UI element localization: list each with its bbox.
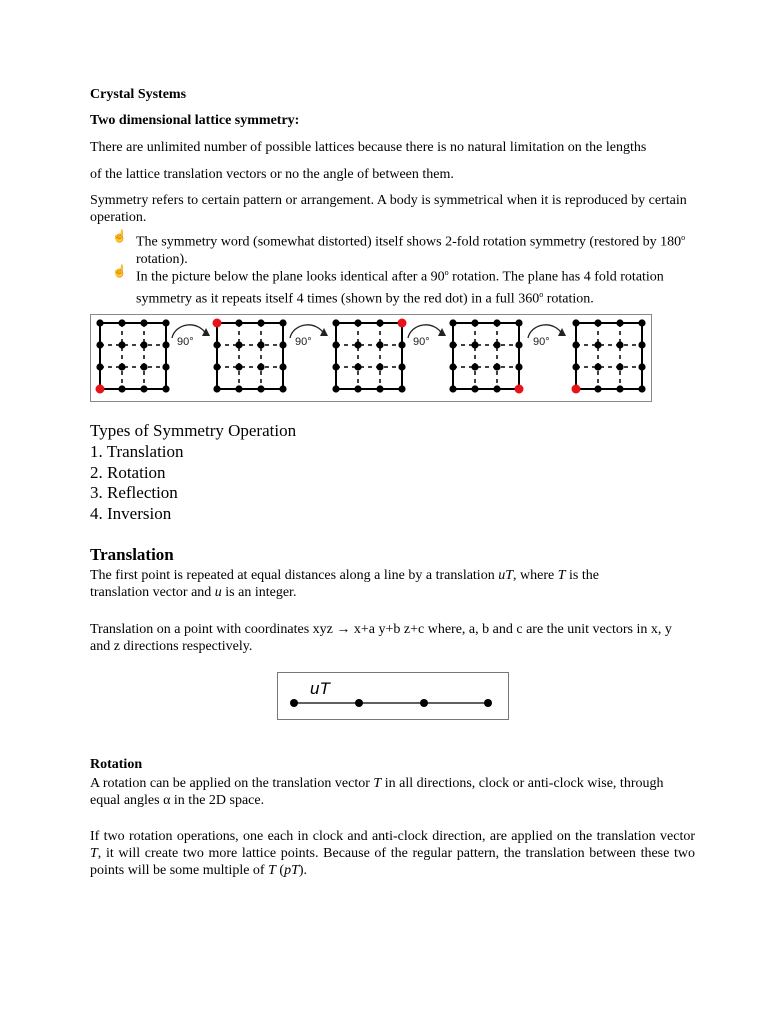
lattice-dot bbox=[213, 341, 220, 348]
rotation-lattice-figure bbox=[90, 314, 652, 404]
lattice-dot bbox=[162, 341, 169, 348]
rotation-paragraph-1: A rotation can be applied on the translation vector T in all directions, clock or anti-clock wise, through equal angles α in the 2D space. bbox=[90, 776, 664, 808]
symmetry-types-list bbox=[90, 421, 296, 525]
rotation-label: 90° bbox=[295, 336, 312, 348]
type-item: 3. Reflection bbox=[90, 483, 178, 503]
lattice-dot bbox=[257, 341, 264, 348]
lattice-dot bbox=[162, 385, 169, 392]
lattice-dot bbox=[162, 363, 169, 370]
lattice-dot bbox=[594, 385, 601, 392]
lattice-dot bbox=[376, 319, 383, 326]
rotation-label: 90° bbox=[177, 336, 194, 348]
lattice-dot bbox=[515, 363, 522, 370]
lattice-dot bbox=[572, 341, 579, 348]
lattice-dot bbox=[332, 319, 339, 326]
lattice-dot bbox=[118, 385, 125, 392]
translation-vector-figure bbox=[277, 672, 509, 720]
lattice-dot bbox=[140, 363, 147, 370]
rotation-label: 90° bbox=[533, 336, 550, 348]
lattice-dot bbox=[257, 385, 264, 392]
translation-heading: Translation bbox=[90, 545, 174, 564]
lattice-dot bbox=[257, 319, 264, 326]
lattice-point bbox=[355, 699, 363, 707]
types-title: Types of Symmetry Operation bbox=[90, 421, 297, 440]
lattice-dot bbox=[616, 385, 623, 392]
lattice-dot bbox=[572, 363, 579, 370]
lattice-dot bbox=[638, 341, 645, 348]
lattice-dot bbox=[96, 341, 103, 348]
lattice-dot bbox=[96, 319, 103, 326]
lattice-dot bbox=[332, 363, 339, 370]
highlight-dot bbox=[515, 385, 524, 394]
lattice-dot bbox=[449, 319, 456, 326]
lattice-dot bbox=[118, 341, 125, 348]
lattice-dot bbox=[279, 319, 286, 326]
intro-line-1: There are unlimited number of possible lattices because there is no natural limitation on the lengths bbox=[90, 140, 647, 155]
lattice-dot bbox=[96, 363, 103, 370]
lattice-dot bbox=[616, 363, 623, 370]
lattice-dot bbox=[638, 385, 645, 392]
lattice-dot bbox=[398, 363, 405, 370]
lattice-dot bbox=[471, 319, 478, 326]
lattice-dot bbox=[257, 363, 264, 370]
lattice-dot bbox=[332, 385, 339, 392]
lattice-dot bbox=[279, 385, 286, 392]
lattice-dot bbox=[376, 385, 383, 392]
lattice-dot bbox=[471, 363, 478, 370]
page-title: Crystal Systems bbox=[90, 87, 187, 102]
lattice-dot bbox=[162, 319, 169, 326]
pointing-hand-icon: ☝ bbox=[112, 264, 127, 278]
lattice-dot bbox=[235, 319, 242, 326]
lattice-dot bbox=[471, 385, 478, 392]
rotation-heading: Rotation bbox=[90, 757, 143, 772]
lattice-dot bbox=[354, 385, 361, 392]
bullet-item: In the picture below the plane looks identical after a 90$^o$ rotation. The plane has 4 fold rotation symmetry as it repeats itself 4 times (shown by the red dot) in a full 360$^o$ rotation. bbox=[136, 268, 664, 307]
lattice-dot bbox=[279, 363, 286, 370]
translation-label: uT bbox=[310, 679, 330, 698]
lattice-dot bbox=[140, 319, 147, 326]
lattice-dot bbox=[235, 363, 242, 370]
lattice-dot bbox=[118, 319, 125, 326]
lattice-dot bbox=[616, 319, 623, 326]
lattice-dot bbox=[493, 341, 500, 348]
bullet-item: The symmetry word (somewhat distorted) itself shows 2-fold rotation symmetry (restored by 180$^o$ rotation). bbox=[136, 233, 686, 267]
lattice-dot bbox=[376, 341, 383, 348]
lattice-dot bbox=[235, 385, 242, 392]
lattice-dot bbox=[493, 385, 500, 392]
section-subtitle: Two dimensional lattice symmetry: bbox=[90, 113, 300, 128]
type-item: 2. Rotation bbox=[90, 462, 166, 482]
lattice-dot bbox=[449, 341, 456, 348]
highlight-dot bbox=[398, 319, 407, 328]
lattice-dot bbox=[449, 385, 456, 392]
lattice-dot bbox=[471, 341, 478, 348]
lattice-dot bbox=[140, 385, 147, 392]
lattice-dot bbox=[354, 319, 361, 326]
lattice-dot bbox=[398, 341, 405, 348]
lattice-dot bbox=[279, 341, 286, 348]
lattice-point bbox=[420, 699, 428, 707]
lattice-point bbox=[484, 699, 492, 707]
lattice-dot bbox=[354, 363, 361, 370]
lattice-dot bbox=[638, 363, 645, 370]
symmetry-definition: Symmetry refers to certain pattern or arrangement. A body is symmetrical when it is reproduced by certain operation. bbox=[90, 193, 687, 225]
pointing-hand-icon: ☝ bbox=[112, 229, 127, 243]
lattice-dot bbox=[398, 385, 405, 392]
lattice-dot bbox=[616, 341, 623, 348]
lattice-dot bbox=[332, 341, 339, 348]
lattice-dot bbox=[213, 363, 220, 370]
lattice-dot bbox=[354, 341, 361, 348]
lattice-dot bbox=[515, 341, 522, 348]
translation-paragraph-1: The first point is repeated at equal distances along a line by a translation uT, where T is the translation vector and u is an integer. bbox=[90, 568, 599, 600]
type-item: 4. Inversion bbox=[90, 504, 172, 524]
translation-paragraph-2: Translation on a point with coordinates xyz → x+a y+b z+c where, a, b and c are the unit vectors in x, y and z directions respectively. bbox=[90, 622, 672, 654]
lattice-dot bbox=[638, 319, 645, 326]
lattice-dot bbox=[493, 319, 500, 326]
intro-line-2: of the lattice translation vectors or no the angle of between them. bbox=[90, 167, 454, 182]
lattice-dot bbox=[594, 363, 601, 370]
lattice-dot bbox=[449, 363, 456, 370]
type-item: 1. Translation bbox=[90, 441, 184, 461]
lattice-point bbox=[290, 699, 298, 707]
highlight-dot bbox=[96, 385, 105, 394]
lattice-dot bbox=[235, 341, 242, 348]
lattice-dot bbox=[594, 341, 601, 348]
rotation-paragraph-2: If two rotation operations, one each in clock and anti-clock direction, are applied on the translation vector T, it will create two more lattice points. Because of the regular pattern, the translation between these two points will be some multiple of T (pT). bbox=[90, 829, 695, 878]
lattice-dot bbox=[376, 363, 383, 370]
highlight-dot bbox=[213, 319, 222, 328]
highlight-dot bbox=[572, 385, 581, 394]
lattice-dot bbox=[493, 363, 500, 370]
rotation-label: 90° bbox=[413, 336, 430, 348]
lattice-dot bbox=[213, 385, 220, 392]
lattice-dot bbox=[118, 363, 125, 370]
lattice-dot bbox=[594, 319, 601, 326]
lattice-dot bbox=[140, 341, 147, 348]
lattice-dot bbox=[515, 319, 522, 326]
lattice-dot bbox=[572, 319, 579, 326]
